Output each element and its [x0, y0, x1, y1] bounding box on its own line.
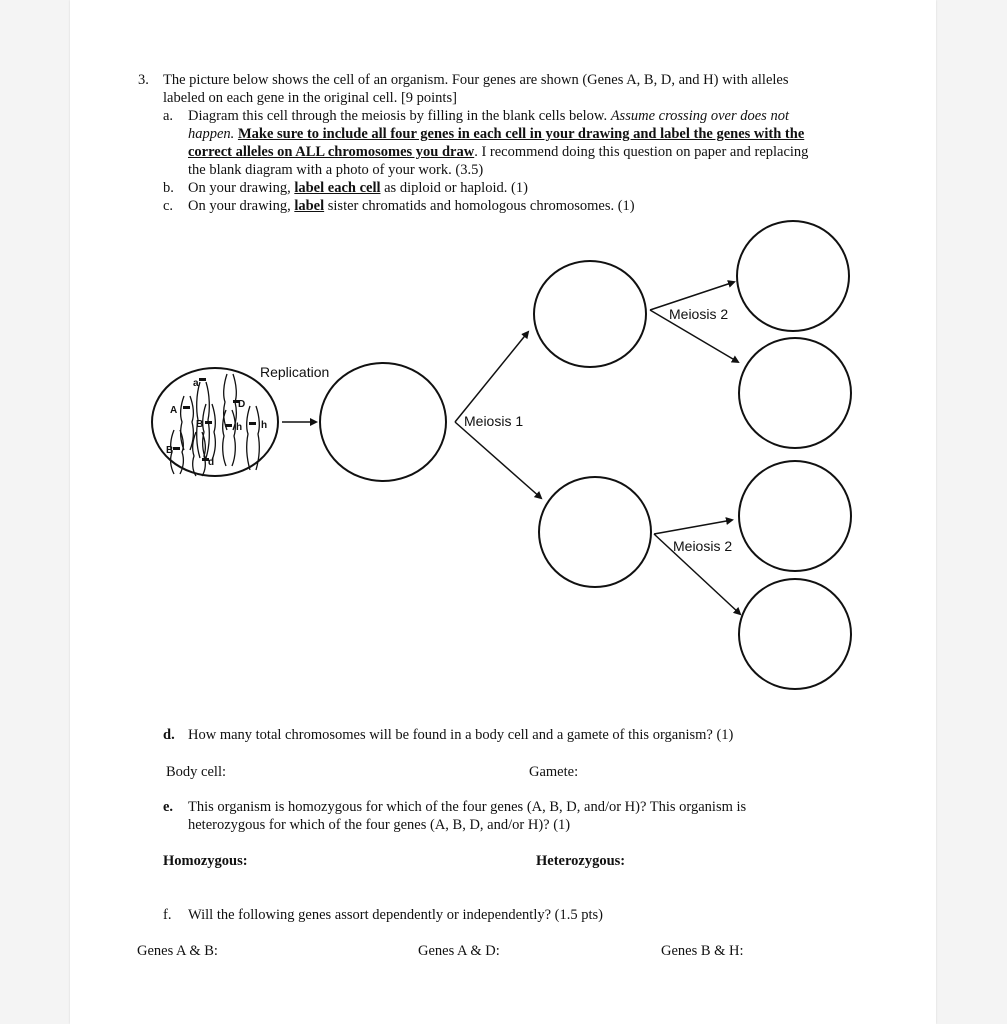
part-e-line-2: heterozygous for which of the four genes (A, B, D, and/or H)? (1) — [188, 817, 571, 833]
gamete-cell-3 — [739, 461, 851, 571]
part-d-letter: d. — [163, 727, 175, 743]
chromatid-B1 — [212, 404, 215, 460]
allele-marker-A — [183, 406, 190, 409]
meiosis2-top-label: Meiosis 2 — [669, 306, 729, 322]
meiosis1-cell-bottom — [539, 477, 651, 587]
chromosome-d — [193, 432, 196, 476]
gamete-cell-1 — [737, 221, 849, 331]
part-a-emphasis-2: correct alleles on ALL chromosomes you draw — [188, 144, 475, 160]
replicated-cell — [320, 363, 446, 481]
chromosome-h2 — [247, 406, 250, 470]
chromatid-h2 — [256, 406, 259, 470]
allele-label-D: D — [238, 399, 246, 410]
replication-label: Replication — [260, 364, 330, 380]
part-c-emphasis: label — [294, 198, 325, 214]
allele-label-d: d — [208, 457, 215, 468]
part-a-italic-1: Assume crossing over does not — [610, 108, 789, 124]
homozygous-label: Homozygous: — [163, 853, 248, 869]
meiosis1-arrow-up — [455, 332, 528, 422]
part-a-letter: a. — [163, 108, 174, 124]
part-f-text: Will the following genes assort dependently or independently? (1.5 pts) — [188, 907, 603, 923]
meiosis2-bottom-label: Meiosis 2 — [673, 538, 733, 554]
genes-a-d-label: Genes A & D: — [418, 943, 500, 959]
part-a-text: Diagram this cell through the meiosis by filling in the blank cells below. — [188, 108, 608, 124]
meiosis1-arrow-down — [455, 422, 541, 498]
part-a-emphasis-1: Make sure to include all four genes in each cell in your drawing and label the genes with the — [237, 126, 805, 142]
chromatid-a — [206, 382, 209, 458]
meiosis2-bottom-arrow-up — [654, 520, 732, 534]
allele-marker-h2 — [249, 422, 256, 425]
part-b-letter: b. — [163, 180, 174, 196]
part-c-post: sister chromatids and homologous chromosomes. (1) — [327, 198, 635, 214]
allele-label-A: A — [170, 405, 178, 416]
part-f-letter: f. — [163, 907, 172, 923]
part-c-letter: c. — [163, 198, 174, 214]
gamete-cell-2 — [739, 338, 851, 448]
chromosomes — [171, 374, 260, 476]
part-a-rest: . I recommend doing this question on paper and replacing — [474, 144, 809, 160]
question-line-2: labeled on each gene in the original cell. [9 points] — [163, 90, 457, 106]
genes-b-h-label: Genes B & H: — [661, 943, 744, 959]
body-cell-label: Body cell: — [166, 764, 227, 780]
part-b-pre: On your drawing, — [188, 180, 291, 196]
genes-a-b-label: Genes A & B: — [137, 943, 218, 959]
part-e-line-1: This organism is homozygous for which of the four genes (A, B, D, and/or H)? This organism is — [188, 799, 747, 815]
part-a-italic-2: happen. — [188, 126, 235, 142]
question-line-1: The picture below shows the cell of an organism. Four genes are shown (Genes A, B, D, and H) with alleles — [163, 72, 789, 88]
allele-marker-B2 — [173, 447, 180, 450]
gamete-label: Gamete: — [529, 764, 579, 780]
allele-label-h1: h — [236, 422, 243, 433]
question-number: 3. — [138, 72, 149, 88]
meiosis1-cell-top — [534, 261, 646, 367]
part-e-letter: e. — [163, 799, 174, 815]
allele-label-B2: B — [166, 445, 174, 456]
part-d-text: How many total chromosomes will be found in a body cell and a gamete of this organism? (1) — [188, 727, 734, 743]
heterozygous-label: Heterozygous: — [536, 853, 626, 869]
part-b-post: as diploid or haploid. (1) — [384, 180, 528, 196]
allele-label-a: a — [193, 378, 199, 389]
meiosis1-label: Meiosis 1 — [464, 413, 524, 429]
allele-marker-h1 — [225, 424, 232, 427]
allele-label-B1: B — [196, 419, 204, 430]
part-b-emphasis: label each cell — [294, 180, 381, 196]
gamete-cell-4 — [739, 579, 851, 689]
chromosome-D — [224, 374, 227, 430]
allele-marker-a — [199, 378, 206, 381]
chromatid-h1 — [232, 410, 235, 466]
allele-label-h2: h — [261, 420, 268, 431]
part-c-pre: On your drawing, — [188, 198, 291, 214]
allele-marker-B1 — [205, 421, 212, 424]
part-a-line-4: the blank diagram with a photo of your work. (3.5) — [188, 162, 484, 178]
